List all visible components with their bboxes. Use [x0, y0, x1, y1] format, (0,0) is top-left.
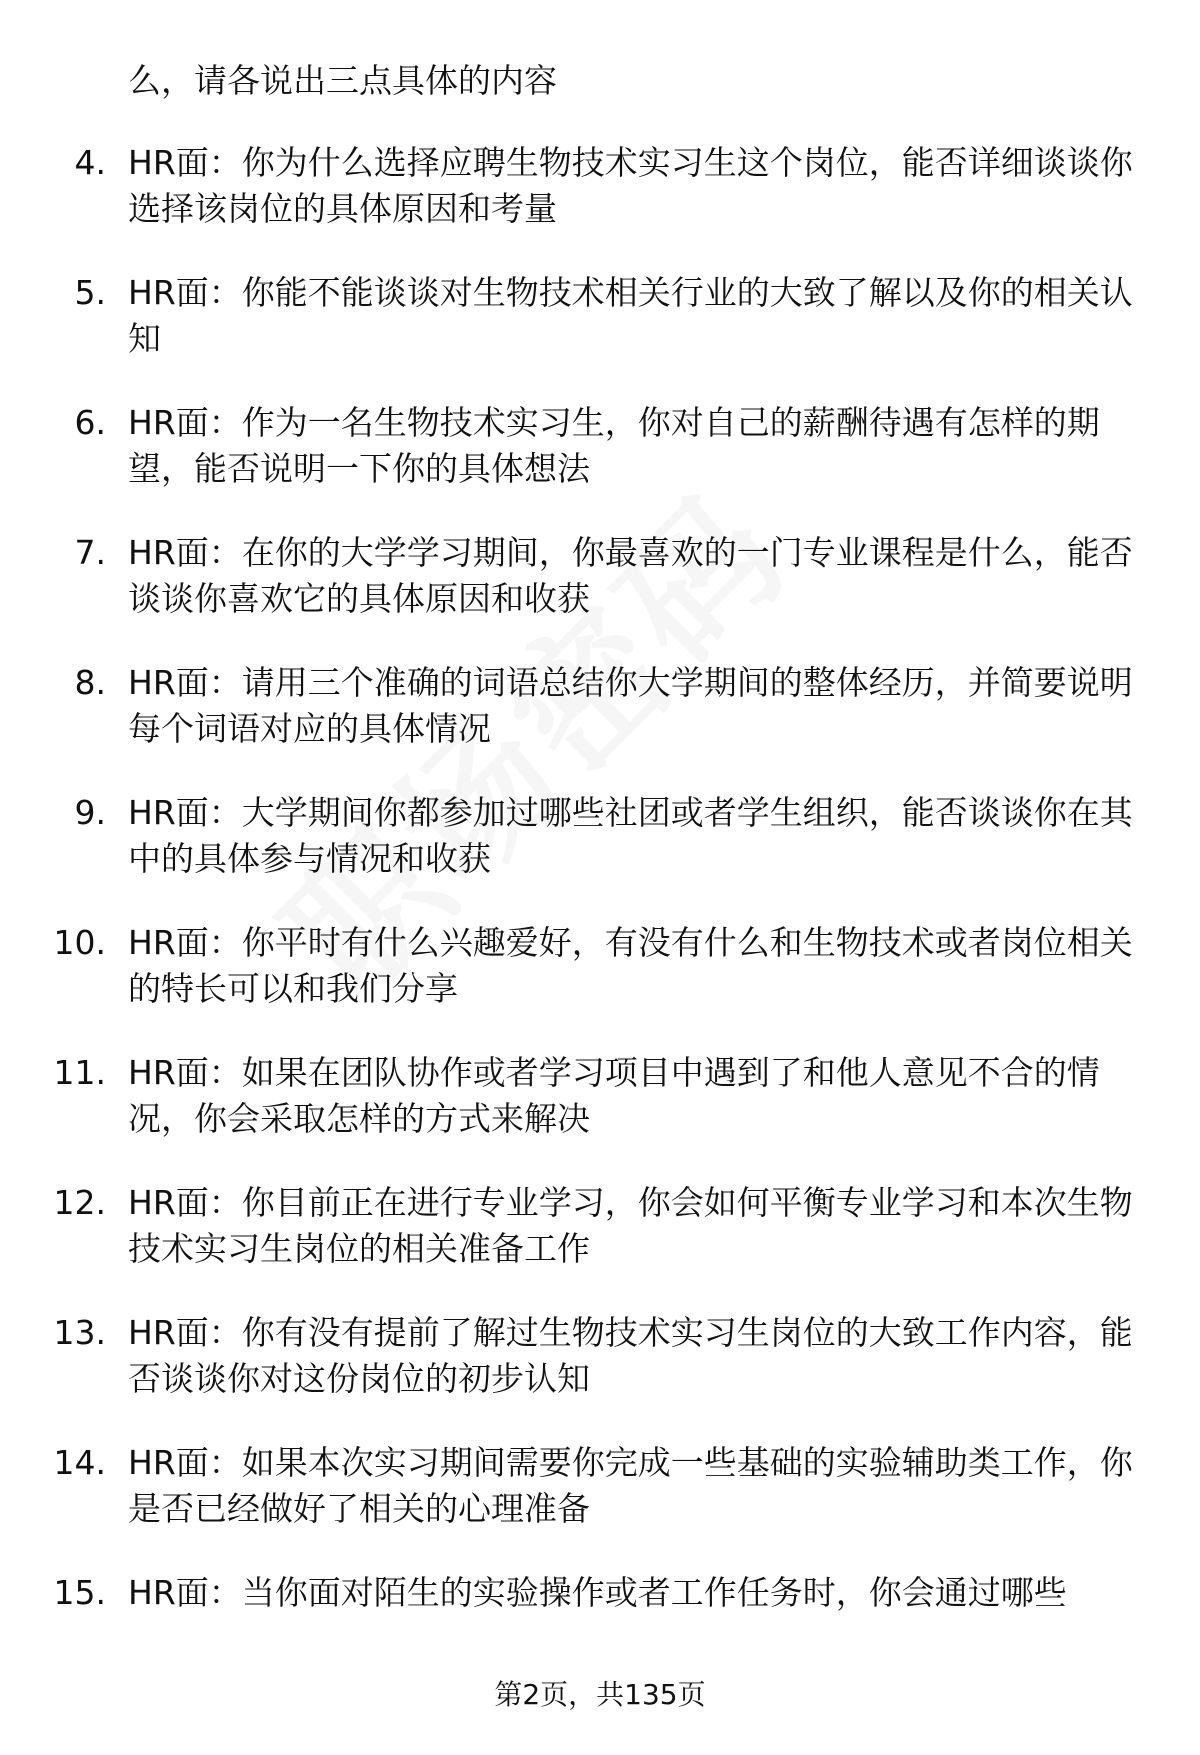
list-item	[0, 270, 1200, 400]
question-text: HR面：你能不能谈谈对生物技术相关行业的大致了解以及你的相关认知	[128, 273, 1133, 358]
list-item	[0, 1310, 1200, 1440]
question-number: 5.	[74, 273, 106, 312]
question-number: 6.	[74, 403, 106, 442]
question-text: HR面：当你面对陌生的实验操作或者工作任务时，你会通过哪些	[128, 1573, 1067, 1612]
list-item	[0, 660, 1200, 790]
list-item	[0, 920, 1200, 1050]
question-text: HR面：你平时有什么兴趣爱好，有没有什么和生物技术或者岗位相关的特长可以和我们分享	[128, 923, 1133, 1008]
question-number: 11.	[53, 1053, 106, 1092]
question-number: 9.	[74, 793, 106, 832]
question-text: HR面：如果在团队协作或者学习项目中遇到了和他人意见不合的情况，你会采取怎样的方式来解决	[128, 1053, 1100, 1138]
list-item	[0, 140, 1200, 270]
question-text: HR面：作为一名生物技术实习生，你对自己的薪酬待遇有怎样的期望，能否说明一下你的具体想法	[128, 403, 1100, 488]
question-list	[0, 140, 1200, 1700]
page-footer: 第2页，共135页	[494, 1678, 706, 1711]
question-number: 14.	[53, 1443, 106, 1482]
question-number: 15.	[53, 1573, 106, 1612]
list-item	[0, 530, 1200, 660]
list-item	[0, 1180, 1200, 1310]
question-number: 10.	[53, 923, 106, 962]
question-text: HR面：你为什么选择应聘生物技术实习生这个岗位，能否详细谈谈你选择该岗位的具体原因和考量	[128, 143, 1133, 228]
question-text: HR面：你有没有提前了解过生物技术实习生岗位的大致工作内容，能否谈谈你对这份岗位的初步认知	[128, 1313, 1133, 1398]
list-item	[0, 1050, 1200, 1180]
question-text: HR面：请用三个准确的词语总结你大学期间的整体经历，并简要说明每个词语对应的具体情况	[128, 663, 1133, 748]
list-item	[0, 1440, 1200, 1570]
question-text: HR面：大学期间你都参加过哪些社团或者学生组织，能否谈谈你在其中的具体参与情况和收获	[128, 793, 1133, 878]
list-item	[0, 790, 1200, 920]
list-item	[0, 400, 1200, 530]
question-number: 4.	[74, 143, 106, 182]
question-number: 8.	[74, 663, 106, 702]
question-text: HR面：在你的大学学习期间，你最喜欢的一门专业课程是什么，能否谈谈你喜欢它的具体原因和收获	[128, 533, 1133, 618]
continuation-text: 么，请各说出三点具体的内容	[128, 61, 557, 100]
question-number: 7.	[74, 533, 106, 572]
question-text: HR面：你目前正在进行专业学习，你会如何平衡专业学习和本次生物技术实习生岗位的相关准备工作	[128, 1183, 1133, 1268]
question-number: 12.	[53, 1183, 106, 1222]
question-text: HR面：如果本次实习期间需要你完成一些基础的实验辅助类工作，你是否已经做好了相关的心理准备	[128, 1443, 1133, 1528]
question-number: 13.	[53, 1313, 106, 1352]
